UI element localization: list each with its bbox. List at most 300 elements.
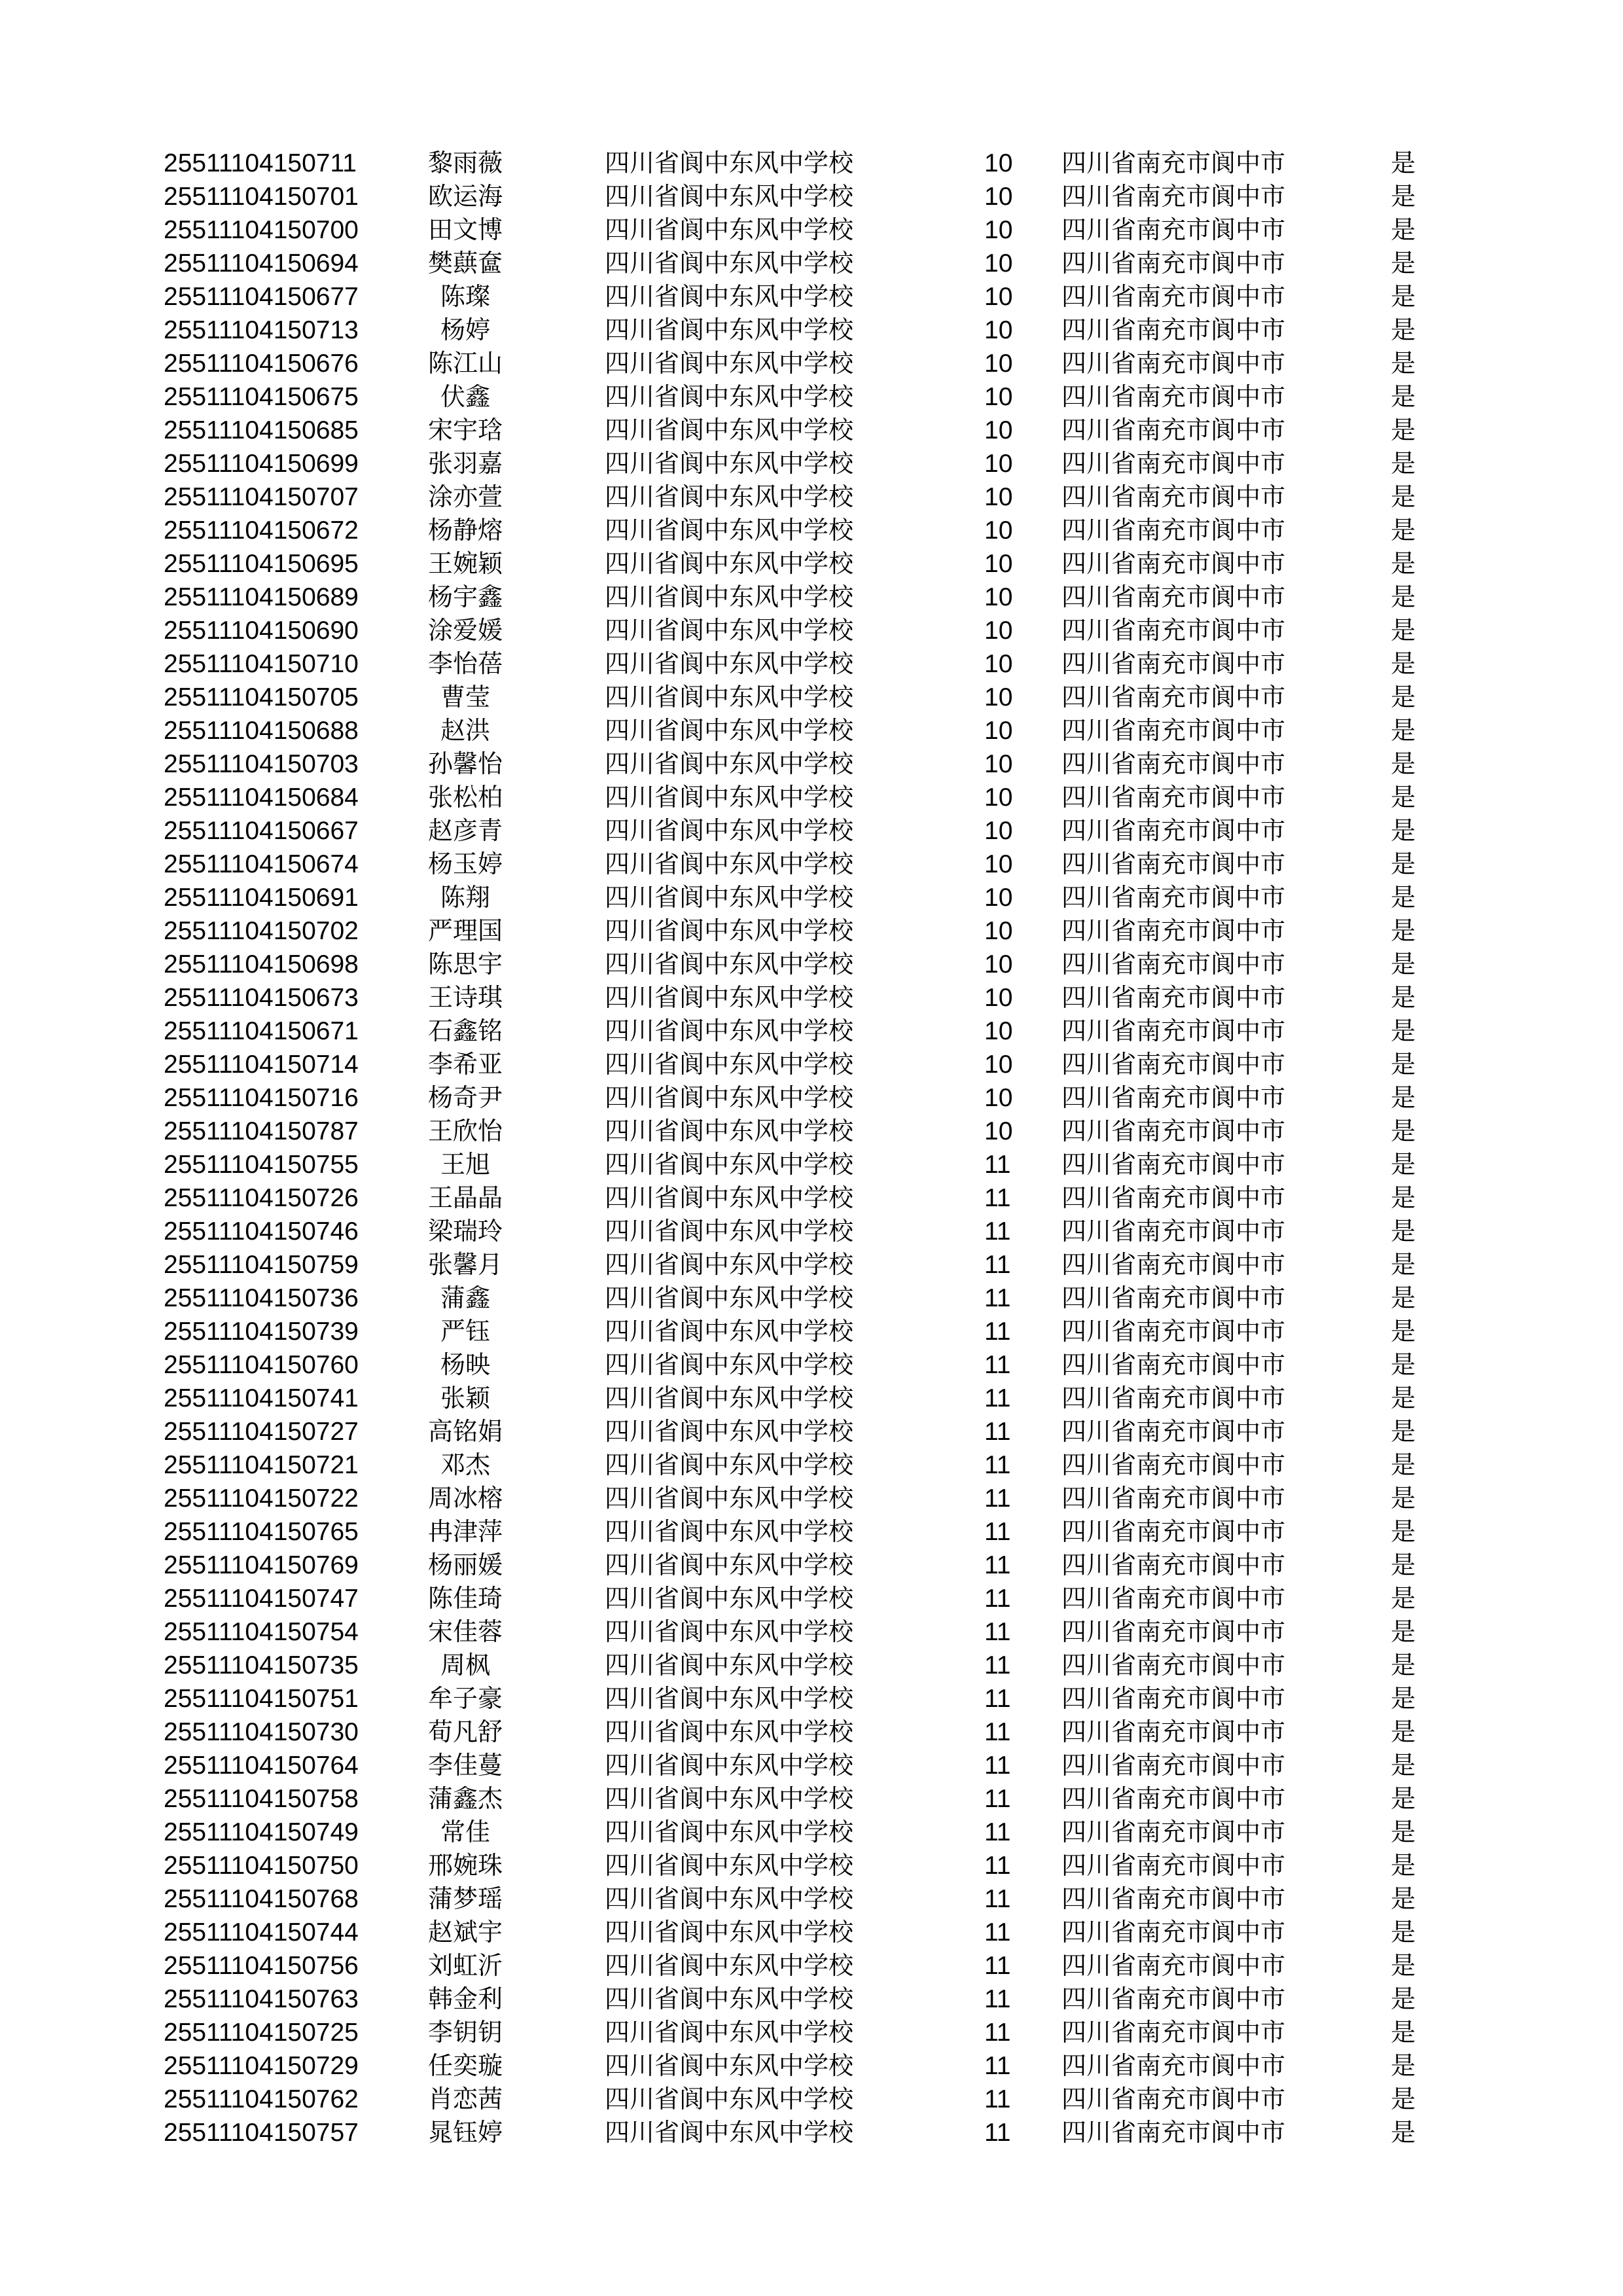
region: 四川省南充市阆中市: [1061, 850, 1286, 878]
table-row: [164, 1549, 1472, 1582]
school-name: 四川省阆中东风中学校: [605, 1150, 854, 1179]
status-flag: 是: [1391, 649, 1416, 678]
grade: 11: [984, 2119, 1011, 2147]
table-row: [164, 647, 1472, 681]
status-flag: 是: [1391, 516, 1416, 545]
status-flag: 是: [1391, 182, 1416, 211]
table-row: [164, 1816, 1472, 1849]
grade: 11: [984, 1251, 1011, 1279]
student-name: 赵洪: [440, 716, 490, 745]
grade: 11: [984, 1351, 1011, 1379]
table-row: [164, 1181, 1472, 1215]
student-id: 25511104150674: [164, 850, 359, 878]
status-flag: 是: [1391, 583, 1416, 611]
school-name: 四川省阆中东风中学校: [605, 1784, 854, 1813]
student-name: 陈江山: [427, 349, 503, 378]
status-flag: 是: [1391, 1951, 1416, 1980]
status-flag: 是: [1391, 1684, 1416, 1713]
school-name: 四川省阆中东风中学校: [605, 983, 854, 1012]
student-id: 25511104150757: [164, 2119, 359, 2147]
student-name: 涂爱媛: [427, 616, 503, 645]
table-row: [164, 1148, 1472, 1181]
table-row: [164, 1715, 1472, 1749]
school-name: 四川省阆中东风中学校: [605, 1283, 854, 1312]
student-id: 25511104150749: [164, 1818, 359, 1846]
grade: 11: [984, 1518, 1011, 1546]
student-name: 冉津萍: [427, 1517, 503, 1546]
school-name: 四川省阆中东风中学校: [605, 349, 854, 378]
school-name: 四川省阆中东风中学校: [605, 382, 854, 411]
school-name: 四川省阆中东风中学校: [605, 482, 854, 511]
school-name: 四川省阆中东风中学校: [605, 716, 854, 745]
grade: 11: [984, 1184, 1011, 1212]
student-name: 赵斌宇: [427, 1918, 503, 1946]
student-id: 25511104150690: [164, 617, 359, 645]
grade: 10: [984, 283, 1013, 311]
status-flag: 是: [1391, 482, 1416, 511]
school-name: 四川省阆中东风中学校: [605, 1517, 854, 1546]
student-name: 刘虹沂: [427, 1951, 503, 1980]
student-id: 25511104150762: [164, 2085, 359, 2113]
region: 四川省南充市阆中市: [1061, 1050, 1286, 1079]
table-row: [164, 681, 1472, 714]
region: 四川省南充市阆中市: [1061, 1951, 1286, 1980]
school-name: 四川省阆中东风中学校: [605, 1617, 854, 1646]
table-row: [164, 1014, 1472, 1048]
school-name: 四川省阆中东风中学校: [605, 749, 854, 778]
table-row: [164, 2083, 1472, 2116]
student-id: 25511104150759: [164, 1251, 359, 1279]
grade: 11: [984, 1151, 1011, 1179]
table-row: [164, 2049, 1472, 2083]
school-name: 四川省阆中东风中学校: [605, 583, 854, 611]
grade: 10: [984, 917, 1013, 945]
status-flag: 是: [1391, 1851, 1416, 1880]
student-name: 杨玉婷: [427, 850, 503, 878]
student-name: 杨奇尹: [427, 1083, 503, 1112]
grade: 10: [984, 1117, 1013, 1145]
grade: 10: [984, 783, 1013, 812]
table-row: [164, 614, 1472, 647]
student-name: 涂亦萱: [427, 482, 503, 511]
student-name: 杨映: [440, 1350, 490, 1379]
grade: 10: [984, 550, 1013, 578]
grade: 10: [984, 1084, 1013, 1112]
status-flag: 是: [1391, 1717, 1416, 1746]
table-row: [164, 714, 1472, 747]
grade: 11: [984, 1318, 1011, 1346]
region: 四川省南充市阆中市: [1061, 282, 1286, 311]
school-name: 四川省阆中东风中学校: [605, 1183, 854, 1212]
table-row: [164, 147, 1472, 180]
student-id: 25511104150763: [164, 1985, 359, 2013]
status-flag: 是: [1391, 1984, 1416, 2013]
school-name: 四川省阆中东风中学校: [605, 282, 854, 311]
table-row: [164, 1382, 1472, 1415]
grade: 10: [984, 850, 1013, 878]
student-id: 25511104150739: [164, 1318, 359, 1346]
student-name: 陈璨: [440, 282, 490, 311]
student-name: 牟子豪: [427, 1684, 503, 1713]
school-name: 四川省阆中东风中学校: [605, 1584, 854, 1613]
student-id: 25511104150673: [164, 984, 359, 1012]
student-id: 25511104150694: [164, 249, 359, 278]
status-flag: 是: [1391, 1818, 1416, 1846]
school-name: 四川省阆中东风中学校: [605, 950, 854, 978]
student-name: 杨丽媛: [427, 1551, 503, 1579]
table-row: [164, 1515, 1472, 1549]
student-id: 25511104150676: [164, 350, 359, 378]
student-name: 宋宇琀: [427, 416, 503, 444]
status-flag: 是: [1391, 1250, 1416, 1279]
student-id: 25511104150701: [164, 183, 359, 211]
student-name: 韩金利: [427, 1984, 503, 2013]
student-id: 25511104150755: [164, 1151, 359, 1179]
student-name: 王诗琪: [427, 983, 503, 1012]
grade: 10: [984, 817, 1013, 845]
student-name: 高铭娟: [427, 1417, 503, 1446]
student-id: 25511104150695: [164, 550, 359, 578]
table-row: [164, 414, 1472, 447]
grade: 10: [984, 717, 1013, 745]
grade: 10: [984, 416, 1013, 444]
school-name: 四川省阆中东风中学校: [605, 149, 854, 177]
student-name: 李佳蔓: [427, 1751, 503, 1780]
student-id: 25511104150684: [164, 783, 359, 812]
school-name: 四川省阆中东风中学校: [605, 1684, 854, 1713]
region: 四川省南充市阆中市: [1061, 449, 1286, 478]
region: 四川省南充市阆中市: [1061, 416, 1286, 444]
student-id: 25511104150765: [164, 1518, 359, 1546]
table-row: [164, 180, 1472, 213]
school-name: 四川省阆中东风中学校: [605, 2051, 854, 2080]
region: 四川省南充市阆中市: [1061, 649, 1286, 678]
status-flag: 是: [1391, 2085, 1416, 2113]
table-row: [164, 781, 1472, 814]
student-name: 杨宇鑫: [427, 583, 503, 611]
grade: 11: [984, 1651, 1011, 1679]
school-name: 四川省阆中东风中学校: [605, 1050, 854, 1079]
student-name: 陈翔: [440, 883, 490, 912]
table-row: [164, 581, 1472, 614]
grade: 10: [984, 316, 1013, 344]
student-name: 常佳: [440, 1818, 490, 1846]
table-row: [164, 814, 1472, 848]
region: 四川省南充市阆中市: [1061, 1984, 1286, 2013]
table-row: [164, 1649, 1472, 1682]
table-row: [164, 1916, 1472, 1949]
table-row: [164, 1582, 1472, 1615]
region: 四川省南充市阆中市: [1061, 683, 1286, 711]
region: 四川省南充市阆中市: [1061, 616, 1286, 645]
school-name: 四川省阆中东风中学校: [605, 1384, 854, 1412]
status-flag: 是: [1391, 1384, 1416, 1412]
school-name: 四川省阆中东风中学校: [605, 1417, 854, 1446]
school-name: 四川省阆中东风中学校: [605, 182, 854, 211]
status-flag: 是: [1391, 1317, 1416, 1346]
grade: 11: [984, 1952, 1011, 1980]
status-flag: 是: [1391, 749, 1416, 778]
school-name: 四川省阆中东风中学校: [605, 1016, 854, 1045]
student-name: 严钰: [440, 1317, 490, 1346]
region: 四川省南充市阆中市: [1061, 482, 1286, 511]
status-flag: 是: [1391, 2118, 1416, 2147]
status-flag: 是: [1391, 1584, 1416, 1613]
status-flag: 是: [1391, 1617, 1416, 1646]
student-name: 张颖: [440, 1384, 490, 1412]
student-name: 李希亚: [427, 1050, 503, 1079]
region: 四川省南充市阆中市: [1061, 215, 1286, 244]
status-flag: 是: [1391, 249, 1416, 278]
region: 四川省南充市阆中市: [1061, 1617, 1286, 1646]
grade: 10: [984, 750, 1013, 778]
grade: 11: [984, 1484, 1011, 1513]
student-id: 25511104150713: [164, 316, 359, 344]
student-id: 25511104150675: [164, 383, 359, 411]
table-row: [164, 547, 1472, 581]
region: 四川省南充市阆中市: [1061, 516, 1286, 545]
student-name: 张羽嘉: [427, 449, 503, 478]
table-row: [164, 747, 1472, 781]
school-name: 四川省阆中东风中学校: [605, 916, 854, 945]
status-flag: 是: [1391, 883, 1416, 912]
student-id: 25511104150689: [164, 583, 359, 611]
region: 四川省南充市阆中市: [1061, 2118, 1286, 2147]
status-flag: 是: [1391, 315, 1416, 344]
grade: 10: [984, 650, 1013, 678]
grade: 11: [984, 2052, 1011, 2080]
table-row: [164, 1048, 1472, 1081]
school-name: 四川省阆中东风中学校: [605, 1884, 854, 1913]
school-name: 四川省阆中东风中学校: [605, 1484, 854, 1513]
school-name: 四川省阆中东风中学校: [605, 2085, 854, 2113]
table-row: [164, 347, 1472, 380]
region: 四川省南充市阆中市: [1061, 382, 1286, 411]
grade: 10: [984, 249, 1013, 278]
status-flag: 是: [1391, 349, 1416, 378]
status-flag: 是: [1391, 416, 1416, 444]
status-flag: 是: [1391, 382, 1416, 411]
school-name: 四川省阆中东风中学校: [605, 616, 854, 645]
student-name: 邓杰: [440, 1450, 490, 1479]
student-name: 樊蕻奩: [427, 249, 503, 278]
table-row: [164, 1215, 1472, 1248]
student-name: 陈佳琦: [427, 1584, 503, 1613]
region: 四川省南充市阆中市: [1061, 2085, 1286, 2113]
student-id: 25511104150671: [164, 1017, 359, 1045]
student-name: 黎雨薇: [427, 149, 503, 177]
student-id: 25511104150736: [164, 1284, 359, 1312]
student-id: 25511104150726: [164, 1184, 359, 1212]
grade: 11: [984, 1852, 1011, 1880]
table-row: [164, 1115, 1472, 1148]
grade: 11: [984, 1685, 1011, 1713]
grade: 11: [984, 1585, 1011, 1613]
region: 四川省南充市阆中市: [1061, 315, 1286, 344]
table-row: [164, 2116, 1472, 2149]
region: 四川省南充市阆中市: [1061, 1183, 1286, 1212]
grade: 10: [984, 884, 1013, 912]
region: 四川省南充市阆中市: [1061, 1250, 1286, 1279]
region: 四川省南充市阆中市: [1061, 1350, 1286, 1379]
status-flag: 是: [1391, 149, 1416, 177]
school-name: 四川省阆中东风中学校: [605, 449, 854, 478]
grade: 11: [984, 1217, 1011, 1246]
student-name: 周枫: [440, 1651, 490, 1679]
student-name: 石鑫铭: [427, 1016, 503, 1045]
school-name: 四川省阆中东风中学校: [605, 783, 854, 812]
school-name: 四川省阆中东风中学校: [605, 1551, 854, 1579]
grade: 11: [984, 1384, 1011, 1412]
student-name: 张馨月: [427, 1250, 503, 1279]
region: 四川省南充市阆中市: [1061, 1150, 1286, 1179]
region: 四川省南充市阆中市: [1061, 983, 1286, 1012]
student-id: 25511104150667: [164, 817, 359, 845]
student-id: 25511104150711: [164, 149, 357, 177]
student-name: 周冰榕: [427, 1484, 503, 1513]
student-name: 李怡蓓: [427, 649, 503, 678]
student-id: 25511104150698: [164, 950, 359, 978]
student-id: 25511104150672: [164, 516, 359, 545]
student-name: 邢婉珠: [427, 1851, 503, 1880]
grade: 11: [984, 1785, 1011, 1813]
school-name: 四川省阆中东风中学校: [605, 1984, 854, 2013]
grade: 10: [984, 383, 1013, 411]
school-name: 四川省阆中东风中学校: [605, 683, 854, 711]
student-id: 25511104150769: [164, 1551, 359, 1579]
student-id: 25511104150700: [164, 216, 359, 244]
status-flag: 是: [1391, 1283, 1416, 1312]
grade: 10: [984, 1050, 1013, 1079]
grade: 11: [984, 2085, 1011, 2113]
region: 四川省南充市阆中市: [1061, 1217, 1286, 1246]
status-flag: 是: [1391, 1350, 1416, 1379]
student-name: 任奕璇: [427, 2051, 503, 2080]
table-row: [164, 1615, 1472, 1649]
student-name: 赵彦青: [427, 816, 503, 845]
region: 四川省南充市阆中市: [1061, 716, 1286, 745]
school-name: 四川省阆中东风中学校: [605, 549, 854, 578]
grade: 10: [984, 450, 1013, 478]
region: 四川省南充市阆中市: [1061, 1918, 1286, 1946]
table-row: [164, 914, 1472, 948]
grade: 11: [984, 2018, 1011, 2047]
student-id: 25511104150729: [164, 2052, 359, 2080]
student-name: 晁钰婷: [427, 2118, 503, 2147]
table-row: [164, 1949, 1472, 1982]
student-id: 25511104150707: [164, 483, 359, 511]
student-id: 25511104150677: [164, 283, 359, 311]
table-row: [164, 1782, 1472, 1816]
grade: 10: [984, 984, 1013, 1012]
status-flag: 是: [1391, 1517, 1416, 1546]
status-flag: 是: [1391, 983, 1416, 1012]
region: 四川省南充市阆中市: [1061, 916, 1286, 945]
region: 四川省南充市阆中市: [1061, 1317, 1286, 1346]
status-flag: 是: [1391, 282, 1416, 311]
student-name: 王旭: [440, 1150, 490, 1179]
status-flag: 是: [1391, 1083, 1416, 1112]
region: 四川省南充市阆中市: [1061, 883, 1286, 912]
grade: 11: [984, 1418, 1011, 1446]
student-name: 王婉颖: [427, 549, 503, 578]
status-flag: 是: [1391, 2051, 1416, 2080]
student-id: 25511104150760: [164, 1351, 359, 1379]
school-name: 四川省阆中东风中学校: [605, 1083, 854, 1112]
student-id: 25511104150758: [164, 1785, 359, 1813]
region: 四川省南充市阆中市: [1061, 1751, 1286, 1780]
region: 四川省南充市阆中市: [1061, 816, 1286, 845]
student-id: 25511104150727: [164, 1418, 359, 1446]
school-name: 四川省阆中东风中学校: [605, 2118, 854, 2147]
student-name: 张松柏: [427, 783, 503, 812]
student-id: 25511104150735: [164, 1651, 359, 1679]
grade: 11: [984, 1818, 1011, 1846]
region: 四川省南充市阆中市: [1061, 1717, 1286, 1746]
student-id: 25511104150754: [164, 1618, 359, 1646]
table-row: [164, 1448, 1472, 1482]
region: 四川省南充市阆中市: [1061, 1450, 1286, 1479]
status-flag: 是: [1391, 1751, 1416, 1780]
school-name: 四川省阆中东风中学校: [605, 1751, 854, 1780]
student-id: 25511104150722: [164, 1484, 359, 1513]
student-id: 25511104150747: [164, 1585, 359, 1613]
school-name: 四川省阆中东风中学校: [605, 1450, 854, 1479]
student-id: 25511104150764: [164, 1751, 359, 1780]
school-name: 四川省阆中东风中学校: [605, 816, 854, 845]
school-name: 四川省阆中东风中学校: [605, 1951, 854, 1980]
table-row: [164, 1849, 1472, 1882]
table-row: [164, 1415, 1472, 1448]
school-name: 四川省阆中东风中学校: [605, 1250, 854, 1279]
status-flag: 是: [1391, 549, 1416, 578]
student-name: 田文博: [427, 215, 503, 244]
student-id: 25511104150716: [164, 1084, 359, 1112]
student-name: 陈思宇: [427, 950, 503, 978]
school-name: 四川省阆中东风中学校: [605, 1317, 854, 1346]
region: 四川省南充市阆中市: [1061, 1884, 1286, 1913]
table-row: [164, 1882, 1472, 1916]
table-row: [164, 981, 1472, 1014]
region: 四川省南充市阆中市: [1061, 1517, 1286, 1546]
student-id: 25511104150688: [164, 717, 359, 745]
grade: 11: [984, 1284, 1011, 1312]
student-name: 李钥钥: [427, 2018, 503, 2047]
region: 四川省南充市阆中市: [1061, 1417, 1286, 1446]
student-name: 欧运海: [427, 182, 503, 211]
student-name: 蒲鑫杰: [427, 1784, 503, 1813]
table-row: [164, 2016, 1472, 2049]
table-row: [164, 280, 1472, 314]
grade: 11: [984, 1718, 1011, 1746]
grade: 11: [984, 1985, 1011, 2013]
student-name: 严理国: [427, 916, 503, 945]
region: 四川省南充市阆中市: [1061, 149, 1286, 177]
table-row: [164, 1248, 1472, 1282]
school-name: 四川省阆中东风中学校: [605, 416, 854, 444]
student-name: 王晶晶: [427, 1183, 503, 1212]
region: 四川省南充市阆中市: [1061, 583, 1286, 611]
grade: 11: [984, 1885, 1011, 1913]
school-name: 四川省阆中东风中学校: [605, 1851, 854, 1880]
status-flag: 是: [1391, 215, 1416, 244]
region: 四川省南充市阆中市: [1061, 749, 1286, 778]
grade: 10: [984, 617, 1013, 645]
student-name: 杨婷: [440, 315, 490, 344]
grade: 10: [984, 950, 1013, 978]
student-id: 25511104150730: [164, 1718, 359, 1746]
table-row: [164, 247, 1472, 280]
